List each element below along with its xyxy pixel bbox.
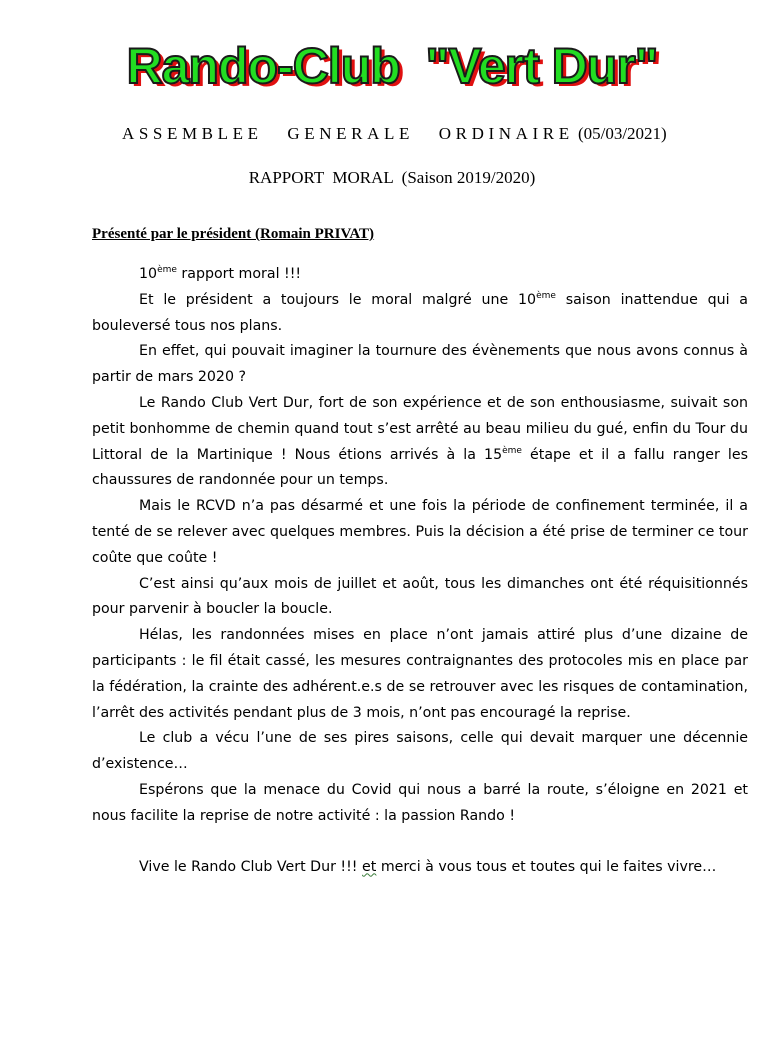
assembly-date: (05/03/2021)	[577, 124, 667, 143]
superscript: ème	[536, 290, 556, 301]
paragraph-10	[92, 855, 748, 881]
assembly-heading	[122, 124, 667, 144]
presenter-line: Présenté par le président (Romain PRIVAT)	[92, 226, 375, 242]
paragraph-6: C’est ainsi qu’aux mois de juillet et août, tous les dimanches ont été réquisitionnés pour parvenir à boucler la boucle.	[92, 575, 748, 618]
report-body	[92, 262, 748, 881]
spellcheck-underlined-word: et	[362, 859, 377, 876]
paragraph-1	[92, 262, 748, 288]
assembly-label: ASSEMBLEE GENERALE ORDINAIRE	[122, 124, 574, 143]
paragraph-4-text-cont: étape et il a fallu ranger les chaussures de randonnée pour un temps.	[92, 446, 748, 489]
paragraph-4	[92, 391, 748, 494]
paragraph-7: Hélas, les randonnées mises en place n’ont jamais attiré plus d’une dizaine de participants : le fil était cassé, les mesures contraignantes des protocoles mis en place par la fédération, la crainte des adhérent.e.s de se retrouver avec les risques de contamination, l’arrêt des activités pendant plus de 3 mois, n’ont pas encouragé la reprise.	[92, 627, 748, 721]
paragraph-9: Espérons que la menace du Covid qui nous a barré la route, s’éloigne en 2021 et nous facilite la reprise de notre activité : la passion Rando !	[92, 781, 748, 824]
paragraph-2-text-cont: saison inattendue qui a bouleversé tous nos plans.	[92, 291, 749, 334]
paragraph-10-text: Vive le Rando Club Vert Dur !!!	[139, 859, 363, 876]
superscript: ème	[157, 265, 177, 275]
paragraph-8: Le club a vécu l’une de ses pires saisons, celle qui devait marquer une décennie d’existence…	[92, 730, 748, 773]
superscript: ème	[502, 445, 522, 456]
report-heading: RAPPORT MORAL (Saison 2019/2020)	[248, 168, 536, 187]
paragraph-2	[92, 288, 748, 340]
paragraph-2-text: Et le président a toujours le moral malgré une 10	[139, 291, 537, 308]
paragraph-1-text-cont: rapport moral !!!	[176, 266, 302, 282]
club-title: Rando-Club "Vert Dur"	[126, 38, 658, 94]
paragraph-10-text-cont: merci à vous tous et toutes qui le faites vivre…	[376, 859, 717, 876]
paragraph-3: En effet, qui pouvait imaginer la tournure des évènements que nous avons connus à partir de mars 2020 ?	[92, 343, 748, 386]
paragraph-4-text: Le Rando Club Vert Dur, fort de son expérience et de son enthousiasme, suivait son petit bonhomme de chemin quand tout s’est arrêté au beau milieu du gué, enfin du Tour du Littoral de la Martinique ! Nous étions arrivés à la 15	[92, 394, 748, 463]
paragraph-1-text: 10	[139, 266, 158, 282]
paragraph-5: Mais le RCVD n’a pas désarmé et une fois la période de confinement terminée, il a tenté de se relever avec quelques membres. Puis la décision a été prise de terminer ce tour coûte que coûte !	[92, 498, 748, 566]
